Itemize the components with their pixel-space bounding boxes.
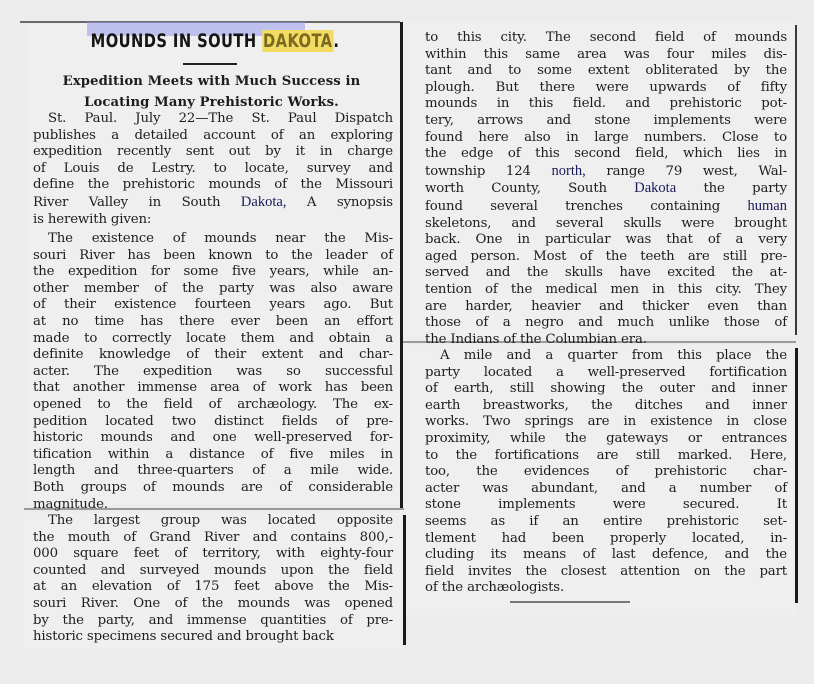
text-line: to this city. The second field of mounds [425, 30, 787, 45]
overlay-word: Dakota [634, 180, 677, 197]
headline-highlighted-word: DAKOTA [263, 30, 333, 52]
text-line: tery, arrows and stone implements were [425, 112, 787, 128]
text-line: tification within a distance of five miles in [33, 446, 393, 462]
text-line: plough. But there were upwards of fifty [425, 79, 787, 95]
text-line: acter was abundant, and a number of [425, 480, 787, 496]
text-line: tant and to some extent obliterated by the [425, 63, 787, 79]
paragraph-fortification [425, 348, 787, 597]
text-line: party located a well-preserved fortification [425, 364, 787, 380]
bottom-rule [510, 601, 630, 603]
text-line: magnitude. [33, 496, 108, 512]
text-line: seems as if an entire prehistoric set- [425, 513, 787, 529]
text-line: is herewith given: [33, 211, 152, 227]
column-divider-lower [403, 515, 406, 645]
headline [56, 30, 374, 52]
overlay-word: north, [551, 162, 586, 179]
text-line: of earth, still showing the outer and inner [425, 381, 787, 397]
headline-text: MOUNDS IN SOUTH [90, 30, 263, 52]
paragraph-existence [33, 231, 393, 513]
overlay-word: human [747, 197, 787, 214]
text-line: tention of the medical men in this city. They [425, 281, 787, 297]
text-line: works. Two springs are in existence in close [425, 414, 787, 430]
paragraph-dateline [33, 111, 393, 228]
text-line: St. Paul. July 22—The St. Paul Dispatch [48, 111, 393, 126]
text-line: of the archæologists. [425, 580, 565, 596]
text-line: by the party, and immense quantities of pre- [33, 612, 393, 628]
text-line: definite knowledge of their extent and char- [33, 347, 393, 363]
text-line: are harder, heavier and thicker even than [425, 298, 787, 314]
text-line: Both groups of mounds are of considerable [33, 479, 393, 495]
paragraph-second-field [425, 30, 787, 348]
text-line: 000 square feet of territory, with eighty-four [33, 546, 393, 562]
column-divider [400, 22, 403, 509]
text-line: other member of the party was also aware [33, 280, 393, 296]
text-line: counted and surveyed mounds upon the field [33, 562, 393, 578]
text-line: cluding its means of last defence, and the [425, 547, 787, 563]
text-line: back. One in particular was that of a very [425, 232, 787, 248]
text-line: served and the skulls have excited the at- [425, 265, 787, 281]
text-line: historic specimens secured and brought back [33, 629, 334, 645]
text-line: of their existence fourteen years ago. But [33, 297, 393, 313]
text-line: found here also in large numbers. Close to [425, 129, 787, 145]
text-fragment: A synopsis [286, 194, 393, 210]
text-line: A mile and a quarter from this place the [440, 348, 787, 363]
text-line: define the prehistoric mounds of the Missouri [33, 177, 393, 193]
text-fragment: range 79 west, Wal- [585, 163, 787, 179]
text-line: opened to the field of archæology. The ex- [33, 396, 393, 412]
right-border-lower [795, 348, 798, 603]
text-line: expedition recently sent out by it in charge [33, 144, 393, 160]
text-fragment: worth County, South [425, 181, 635, 197]
text-line: souri River. One of the mounds was opened [33, 595, 393, 611]
text-line: historic mounds and one well-preserved for- [33, 430, 393, 446]
paragraph-largest-group [33, 513, 393, 646]
text-line: souri River has been known to the leader of [33, 247, 393, 263]
text-line: those of a negro and much unlike those of [425, 315, 787, 331]
text-line: too, the evidences of prehistoric char- [425, 464, 787, 480]
subheadline-line: Locating Many Prehistoric Works. [84, 95, 339, 110]
text-line [425, 163, 787, 181]
text-fragment: River Valley in South [33, 194, 241, 210]
text-line [425, 180, 787, 198]
text-line: the mouth of Grand River and contains 800,- [33, 529, 393, 545]
text-line: to the fortifications are still marked. Here, [425, 447, 787, 463]
headline-divider [183, 63, 237, 65]
text-line: at an elevation of 175 feet above the Mis- [33, 579, 393, 595]
text-line: mounds in this field. and prehistoric pot- [425, 96, 787, 112]
text-line: aged person. Most of the teeth are still pre- [425, 248, 787, 264]
text-line: publishes a detailed account of an exploring [33, 127, 393, 143]
text-line: earth breastworks, the ditches and inner [425, 397, 787, 413]
text-line: the edge of this second field, which lies in [425, 146, 787, 162]
subheadline-line: Expedition Meets with Much Success in [62, 74, 361, 89]
text-fragment: township 124 [425, 163, 552, 179]
right-border-upper [795, 25, 797, 335]
text-line: made to correctly locate them and obtain a [33, 330, 393, 346]
text-line [425, 198, 787, 216]
subheadline [30, 71, 393, 113]
text-line: stone implements were secured. It [425, 497, 787, 513]
text-fragment: found several trenches containing [425, 198, 748, 214]
headline-period: . [333, 30, 340, 52]
text-line: within this same area was four miles dis- [425, 46, 787, 62]
text-line: The existence of mounds near the Mis- [48, 231, 393, 246]
text-line: the Indians of the Columbian era. [425, 331, 647, 347]
text-line: the expedition for some five years, while an- [33, 264, 393, 280]
text-line: skeletons, and several skulls were brought [425, 215, 787, 231]
text-line [33, 194, 393, 212]
text-line: The largest group was located opposite [48, 513, 393, 528]
text-line: length and three-quarters of a mile wide. [33, 463, 393, 479]
text-line: field invites the closest attention on the part [425, 563, 787, 579]
overlay-word: Dakota, [240, 193, 287, 210]
text-line: pedition located two distinct fields of pre- [33, 413, 393, 429]
text-line: acter. The expedition was so successful [33, 363, 393, 379]
text-line: that another immense area of work has been [33, 380, 393, 396]
text-line: tlement had been properly located, in- [425, 530, 787, 546]
text-fragment: the party [676, 181, 787, 197]
text-line: proximity, while the gateways or entrances [425, 430, 787, 446]
text-line: at no time has there ever been an effort [33, 313, 393, 329]
text-line: of Louis de Lestry. to locate, survey and [33, 160, 393, 176]
